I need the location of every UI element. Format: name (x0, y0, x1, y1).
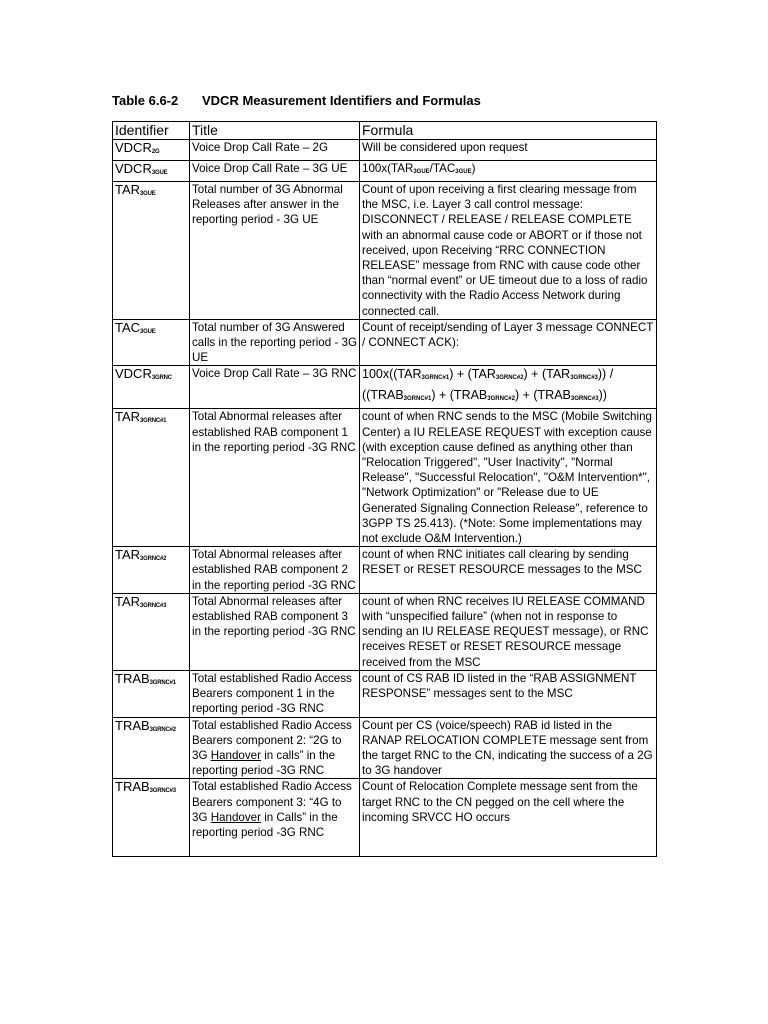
table-caption (112, 93, 481, 108)
identifier-cell (113, 409, 190, 547)
formula-cell: Count of upon receiving a first clearing message from the MSC, i.e. Layer 3 call control message: DISCONNECT / RELEASE / RELEASE COMPLETE with an abnormal cause code or ABORT or if those not received, upon Receiving “RRC CONNECTION RELEASE” message from RNC with cause code other than “normal event” or UE timeout due to a loss of radio connectivity with the Radio Access Network during connected call. (360, 182, 657, 320)
title-cell: Total Abnormal releases after established RAB component 2 in the reporting period -3G RNC (190, 547, 360, 594)
table-row (113, 670, 657, 717)
title-cell (190, 779, 360, 857)
identifier-subscript: 3GUE (151, 170, 168, 176)
table-row (113, 140, 657, 161)
formula-text: /TAC (429, 162, 456, 175)
formula-subscript: 3GRNC#2 (495, 375, 524, 382)
identifier-name: VDCR (115, 366, 152, 382)
formula-text: ) + (TRAB (514, 388, 571, 403)
identifier-subscript: 3GRNC#2 (149, 726, 176, 733)
formula-text: ) + (TRAB (431, 388, 488, 403)
identifier-subscript: 3GUE (140, 191, 156, 197)
formula-text: ) (471, 162, 476, 175)
handover-term: Handover (210, 810, 261, 824)
table-row (113, 409, 657, 547)
formula-text: 100x(TAR (362, 162, 414, 175)
title-text: Total established Radio Access Bearers component 2: “2G to 3G (192, 718, 352, 762)
identifier-name: VDCR (115, 161, 152, 176)
formula-cell: count of when RNC receives IU RELEASE COMMAND with “unspecified failure” (when not in response to sending an IU RELEASE REQUEST message), or RNC receives RESET or RESET RESOURCE message received from the MSC (360, 593, 657, 670)
identifier-cell (113, 319, 190, 366)
identifier-cell (113, 366, 190, 409)
table-row (113, 717, 657, 779)
identifier-cell (113, 161, 190, 182)
formula-subscript: 3GRNC#3 (570, 375, 598, 382)
identifier-cell (113, 593, 190, 670)
formula-cell: Count per CS (voice/speech) RAB id listed in the RANAP RELOCATION COMPLETE message sent from the target RNC to the CN, indicating the success of a 2G to 3G handover (360, 717, 657, 779)
title-cell: Voice Drop Call Rate – 2G (190, 140, 360, 161)
formula-cell: count of when RNC initiates call clearing by sending RESET or RESET RESOURCE messages to the MSC (360, 547, 657, 594)
formula-subscript: 3GUE (413, 169, 430, 175)
identifier-subscript: 3GRNC#2 (140, 556, 167, 563)
table-row (113, 779, 657, 857)
title-text: in Calls” in the reporting period -3G RNC (192, 810, 338, 839)
formula-text: )) / ((TRAB (362, 367, 614, 403)
header-title: Title (190, 122, 360, 140)
formula-cell (360, 161, 657, 182)
vdcr-table (112, 121, 657, 857)
identifier-cell (113, 182, 190, 320)
formula-subscript: 3GRNC#1 (403, 396, 432, 403)
identifier-name: TRAB (115, 717, 150, 733)
header-formula: Formula (360, 122, 657, 140)
title-cell: Total number of 3G Answered calls in the reporting period - 3G UE (190, 319, 360, 366)
table-row (113, 593, 657, 670)
formula-text: ) + (TAR (523, 367, 571, 382)
formula-cell: Count of receipt/sending of Layer 3 message CONNECT / CONNECT ACK): (360, 319, 657, 366)
identifier-cell (113, 140, 190, 161)
formula-subscript: 3GRNC#2 (487, 396, 515, 403)
formula-text: ) + (TAR (449, 367, 496, 382)
title-cell: Total Abnormal releases after established RAB component 1 in the reporting period -3G RNC (190, 409, 360, 547)
formula-subscript: 3GRNC#1 (421, 375, 450, 382)
title-cell: Voice Drop Call Rate – 3G UE (190, 161, 360, 182)
formula-text: 100x((TAR (362, 367, 422, 382)
identifier-name: TAR (115, 547, 141, 563)
identifier-name: TRAB (115, 779, 150, 795)
formula-subscript: 3GRNC#3 (570, 396, 599, 403)
title-cell: Voice Drop Call Rate – 3G RNC (190, 366, 360, 409)
header-row (113, 122, 657, 140)
identifier-cell (113, 670, 190, 717)
formula-cell: Count of Relocation Complete message sent from the target RNC to the CN pegged on the cell where the incoming SRVCC HO occurs (360, 779, 657, 857)
table-number: Table 6.6-2 (112, 93, 179, 108)
table-title: VDCR Measurement Identifiers and Formulas (202, 93, 481, 108)
table-row (113, 319, 657, 366)
title-cell: Total Abnormal releases after established RAB component 3 in the reporting period -3G RNC (190, 593, 360, 670)
identifier-subscript: 3GRNC#1 (149, 679, 176, 686)
formula-cell (360, 366, 657, 409)
identifier-subscript: 3GRNC#1 (140, 418, 167, 425)
formula-cell: Will be considered upon request (360, 140, 657, 161)
table-row (113, 161, 657, 182)
title-cell (190, 717, 360, 779)
identifier-subscript: 3GRNC (151, 375, 172, 382)
identifier-name: TRAB (115, 670, 150, 686)
table-row (113, 366, 657, 409)
title-cell: Total established Radio Access Bearers component 1 in the reporting period -3G RNC (190, 670, 360, 717)
handover-term: Handover (210, 748, 261, 762)
formula-subscript: 3GUE (455, 169, 472, 175)
table-row (113, 182, 657, 320)
identifier-name: TAR (115, 182, 141, 197)
identifier-name: VDCR (115, 140, 152, 155)
identifier-cell (113, 717, 190, 779)
identifier-name: TAR (115, 409, 141, 425)
title-cell: Total number of 3G Abnormal Releases after answer in the reporting period - 3G UE (190, 182, 360, 320)
formula-cell: count of CS RAB ID listed in the “RAB ASSIGNMENT RESPONSE” messages sent to the MSC (360, 670, 657, 717)
formula-text: )) (598, 388, 607, 403)
identifier-subscript: 3GUE (140, 328, 156, 335)
header-identifier: Identifier (113, 122, 190, 140)
identifier-name: TAC (115, 319, 141, 335)
identifier-cell (113, 779, 190, 857)
title-text: in calls” in the reporting period -3G RNC (192, 748, 336, 778)
formula-cell: count of when RNC sends to the MSC (Mobile Switching Center) a IU RELEASE REQUEST with exception cause (with exception cause defined as anything other than "Relocation Triggered", "User Inactivity", "Normal Release", "Successful Relocation", "O&M Intervention*", "Network Optimization" or "Release due to UE Generated Signaling Connection Release", reference to 3GPP TS 25.413). (*Note: Some implementations may not exclude O&M Intervention.) (360, 409, 657, 547)
identifier-name: TAR (115, 593, 141, 609)
table-row (113, 547, 657, 594)
identifier-subscript: 3GRNC#3 (149, 788, 176, 795)
identifier-subscript: 3GRNC#3 (140, 602, 167, 609)
identifier-subscript: 2G (151, 149, 160, 155)
identifier-cell (113, 547, 190, 594)
title-text: Total established Radio Access Bearers component 3: “4G to 3G (192, 780, 352, 824)
